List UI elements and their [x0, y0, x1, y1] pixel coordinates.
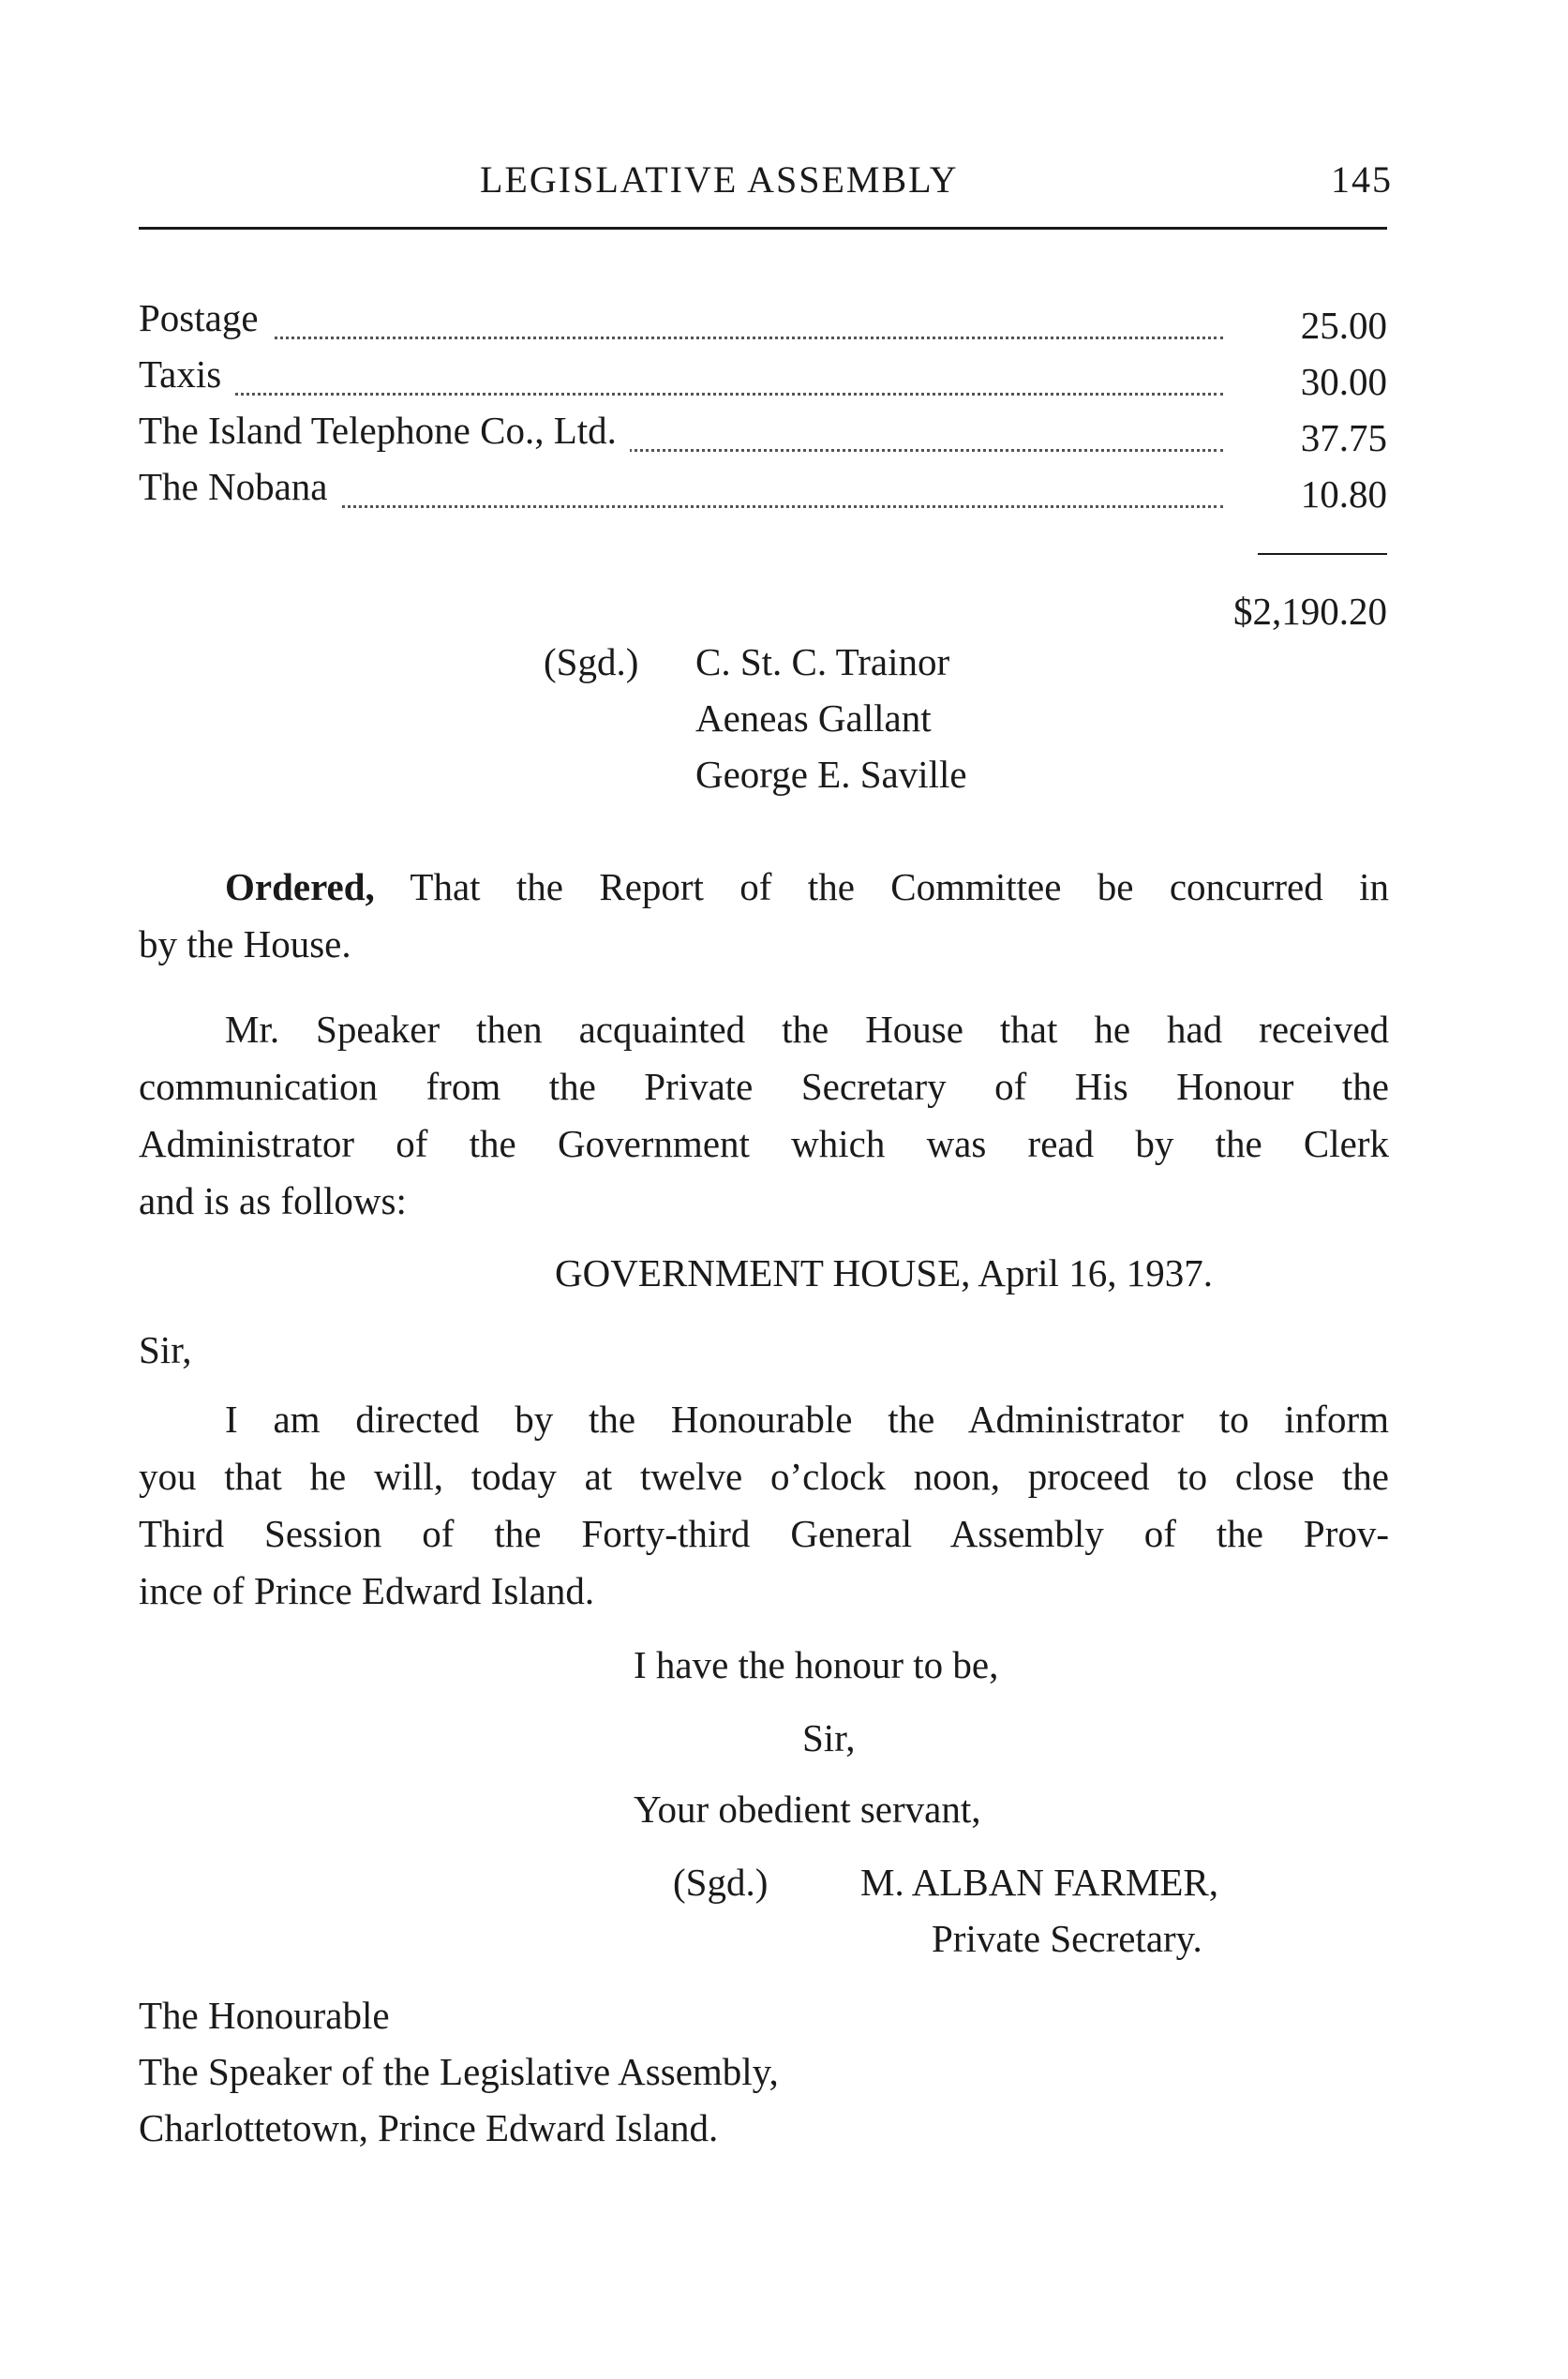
expense-row: [139, 352, 1387, 408]
signature-prefix: (Sgd.): [544, 640, 639, 683]
page-number: 145: [1331, 158, 1393, 201]
paragraph-line: ince of Prince Edward Island.: [139, 1569, 595, 1612]
expense-row: [139, 408, 1387, 464]
signatory-title: Private Secretary.: [932, 1917, 1202, 1960]
signatory-name: Aeneas Gallant: [695, 696, 932, 740]
address-line: The Speaker of the Legislative Assembly,: [139, 2050, 779, 2093]
expense-amount: 30.00: [1300, 360, 1387, 403]
expense-label: Postage: [139, 295, 272, 340]
ordered-line: by the House.: [139, 922, 351, 965]
paragraph-line: I am directed by the Honourable the Administrator to inform: [225, 1398, 1389, 1441]
paragraph-line: communication from the Private Secretary of His Honour the: [139, 1065, 1389, 1108]
letter-closing: Your obedient servant,: [634, 1788, 981, 1831]
letter-dateline: GOVERNMENT HOUSE, April 16, 1937.: [555, 1251, 1213, 1294]
ordered-lead: Ordered,: [225, 865, 375, 908]
ordered-line: [139, 859, 1389, 916]
letter-closing: Sir,: [802, 1716, 856, 1759]
letter-body: [139, 1391, 1389, 1620]
dot-leader: [139, 337, 1223, 339]
signature-prefix: (Sgd.): [673, 1861, 769, 1904]
paragraph-line: and is as follows:: [139, 1179, 407, 1222]
expense-label: The Nobana: [139, 464, 341, 509]
letter-closing: I have the honour to be,: [634, 1643, 999, 1686]
paragraph-line: you that he will, today at twelve o’clock noon, proceed to close the: [139, 1455, 1389, 1498]
expense-amount: 10.80: [1300, 472, 1387, 516]
speaker-paragraph: [139, 1001, 1389, 1230]
expense-label: The Island Telephone Co., Ltd.: [139, 408, 630, 453]
paragraph-line: Administrator of the Government which was read by the Clerk: [139, 1122, 1389, 1165]
paragraph-line: Third Session of the Forty-third General Assembly of the Prov-: [139, 1512, 1389, 1555]
signatory-name: C. St. C. Trainor: [695, 640, 950, 683]
signatory-name: George E. Saville: [695, 753, 967, 796]
expense-amount: 37.75: [1300, 416, 1387, 459]
expense-label: Taxis: [139, 352, 234, 396]
ordered-text: That the Report of the Committee be concurred in: [410, 865, 1389, 908]
total-rule: [1258, 553, 1387, 555]
ordered-paragraph: [139, 859, 1389, 973]
dot-leader: [139, 393, 1223, 396]
letter-salutation: Sir,: [139, 1328, 192, 1371]
expense-amount: 25.00: [1300, 304, 1387, 347]
address-line: Charlottetown, Prince Edward Island.: [139, 2106, 719, 2149]
signatory-name: M. ALBAN FARMER,: [860, 1861, 1218, 1904]
running-header-title: LEGISLATIVE ASSEMBLY: [480, 158, 959, 201]
address-line: The Honourable: [139, 1994, 390, 2037]
total-amount: $2,190.20: [1233, 590, 1387, 633]
paragraph-line: Mr. Speaker then acquainted the House that he had received: [225, 1008, 1389, 1051]
header-rule: [139, 227, 1387, 230]
expense-row: [139, 464, 1387, 520]
expense-row: [139, 295, 1387, 352]
